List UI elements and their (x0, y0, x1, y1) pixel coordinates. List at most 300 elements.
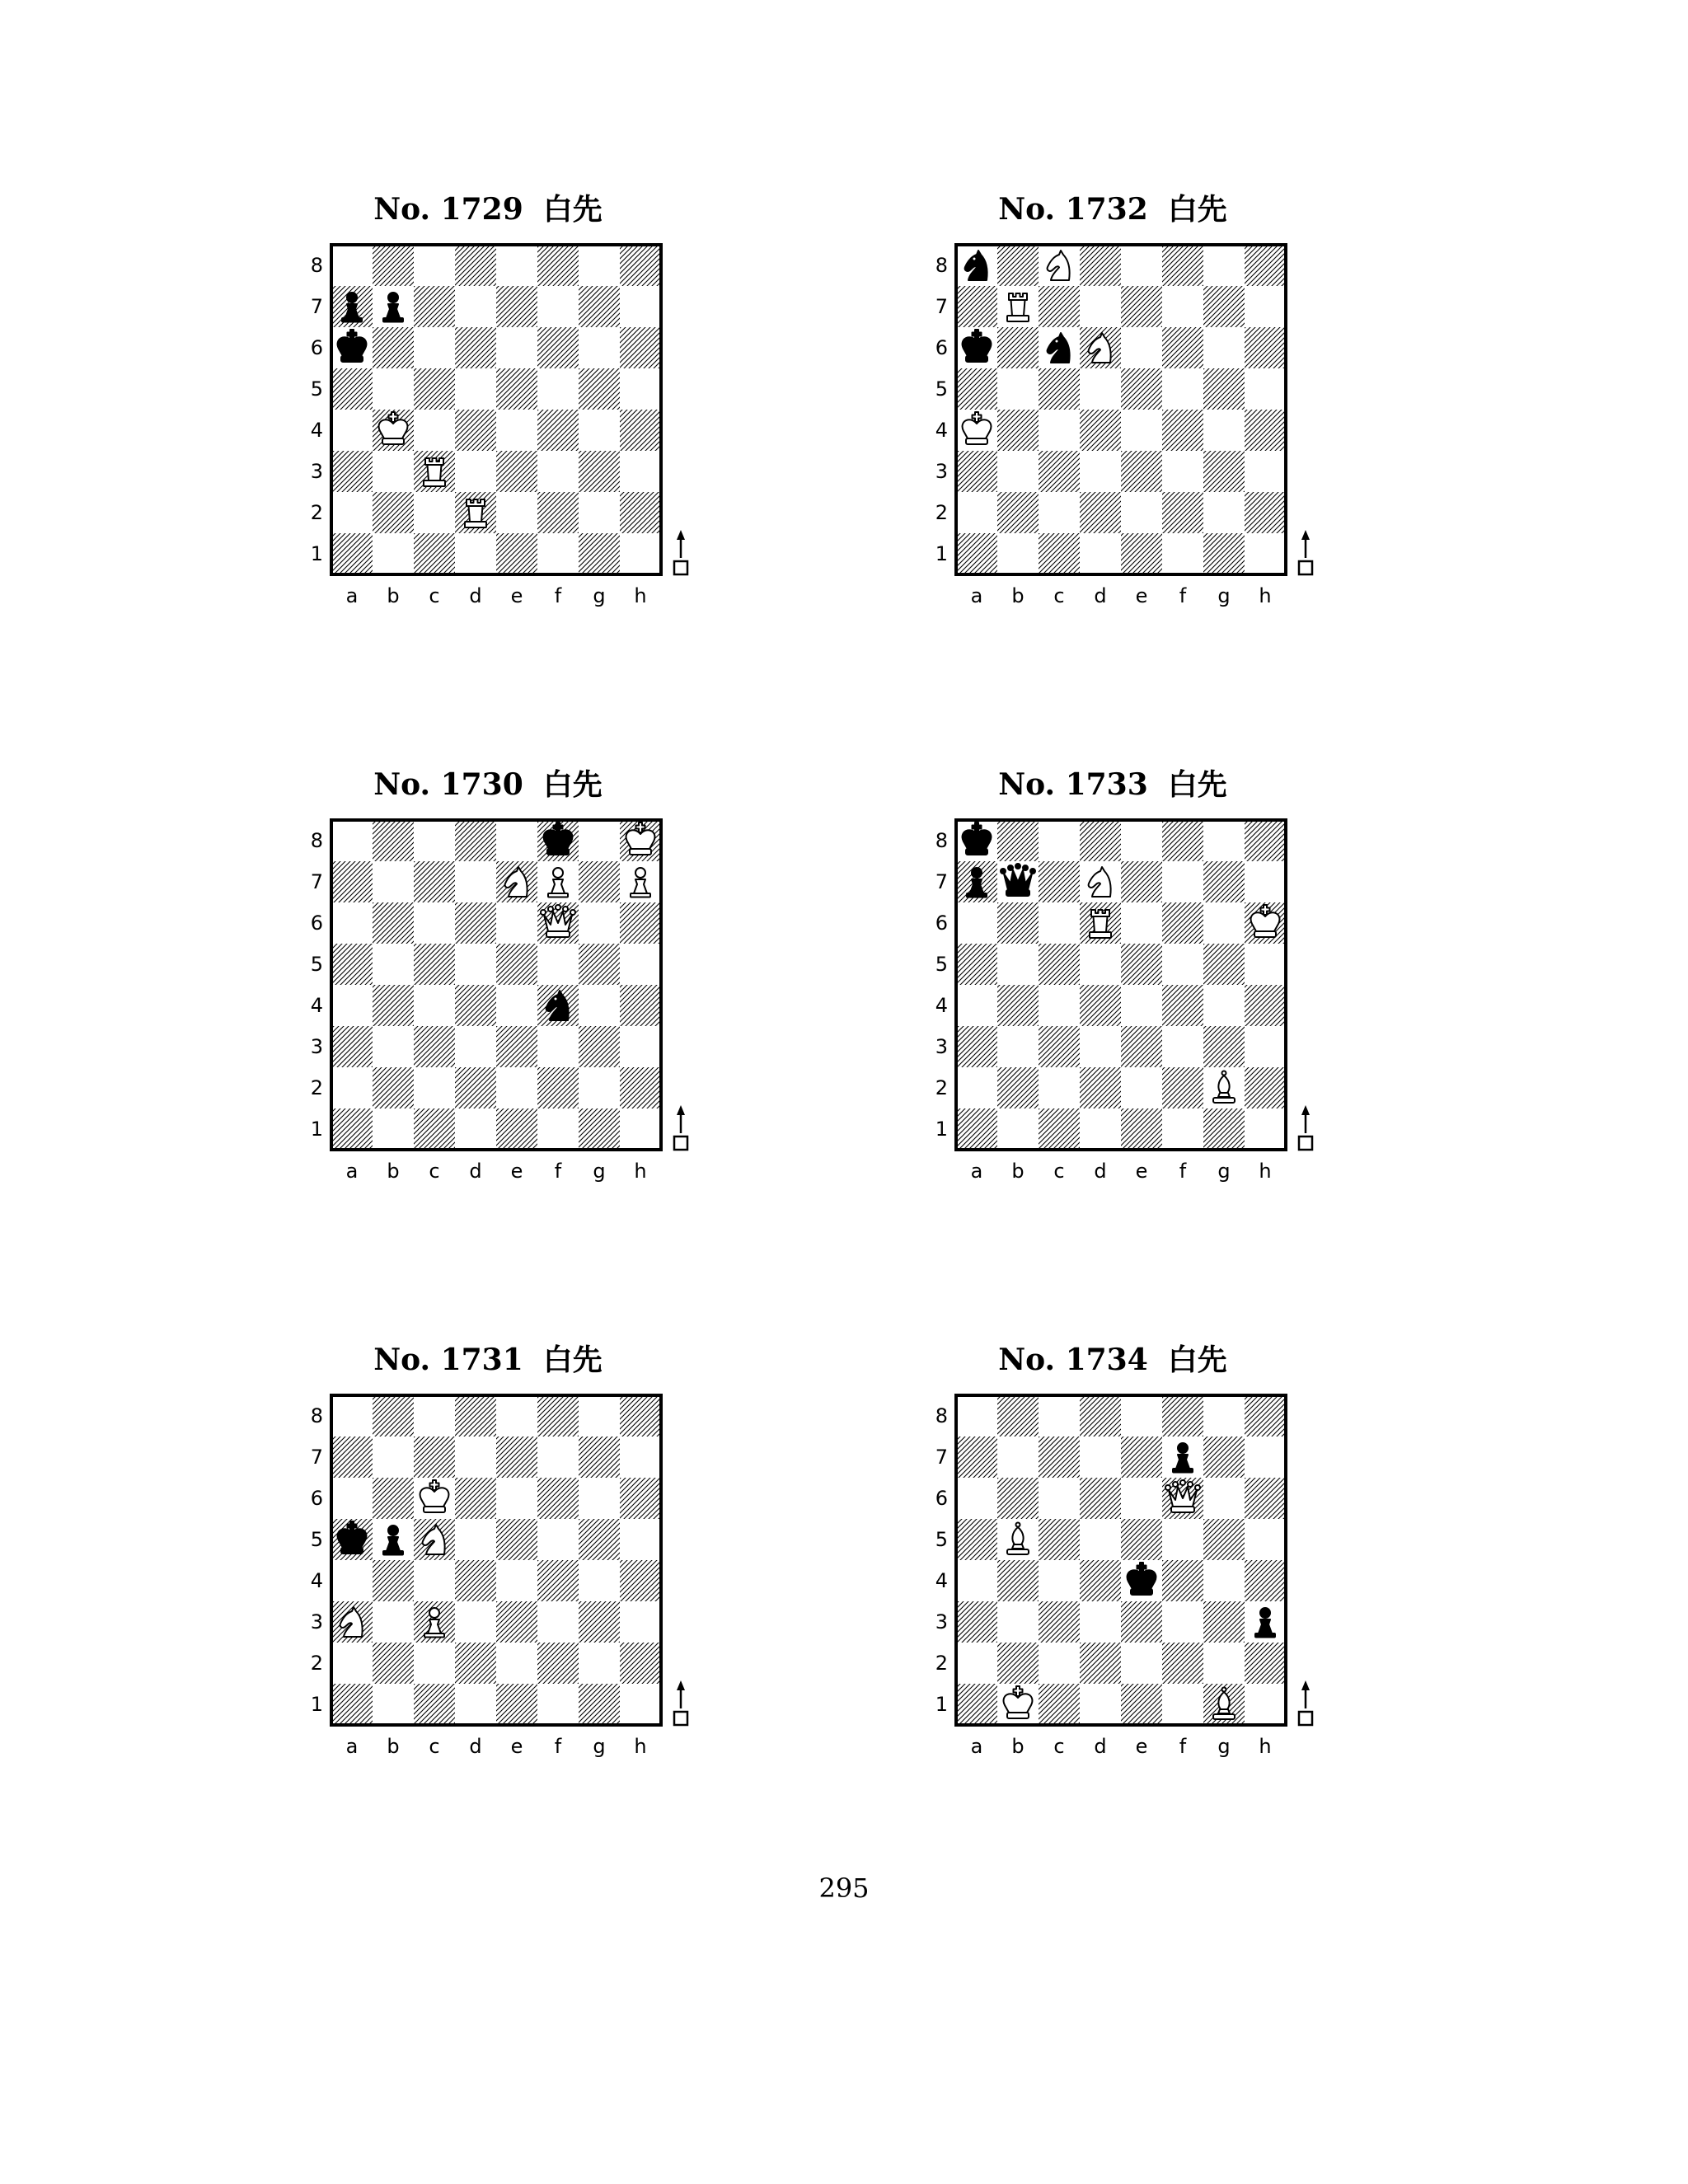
rank-label: 2 (935, 501, 948, 524)
plain-square (1121, 1395, 1162, 1436)
puzzle-title (257, 191, 719, 227)
hatched-square (414, 1108, 455, 1150)
hatched-square (1121, 1519, 1162, 1560)
plain-square (956, 1067, 997, 1108)
plain-square (537, 1601, 579, 1643)
plain-square (1245, 451, 1286, 492)
rank-label: 6 (935, 336, 948, 359)
plain-square (1203, 1395, 1245, 1436)
side-to-move-label: 白先 (542, 192, 603, 227)
plain-square (455, 451, 496, 492)
file-label: g (1217, 1735, 1231, 1758)
plain-square (620, 451, 661, 492)
plain-square (1039, 1067, 1080, 1108)
hatched-square (496, 1601, 537, 1643)
hatched-square (620, 985, 661, 1026)
hatched-square (997, 492, 1039, 533)
rank-label: 8 (310, 1404, 323, 1427)
hatched-square (1121, 451, 1162, 492)
hatched-square (1121, 533, 1162, 574)
plain-square (331, 492, 373, 533)
hatched-square (1203, 533, 1245, 574)
rank-label: 5 (935, 377, 948, 401)
plain-square (1203, 902, 1245, 944)
hatched-square (1039, 368, 1080, 410)
rank-label: 7 (310, 870, 323, 893)
plain-square (331, 1478, 373, 1519)
rank-label: 1 (310, 1693, 323, 1716)
hatched-square (414, 1684, 455, 1725)
plain-square (620, 533, 661, 574)
rank-label: 3 (310, 1610, 323, 1633)
plain-square (620, 368, 661, 410)
plain-square (1162, 286, 1203, 327)
file-label: c (429, 1735, 440, 1758)
hatched-square (1080, 1395, 1121, 1436)
file-label: d (469, 584, 482, 607)
rank-label: 7 (935, 295, 948, 318)
hatched-square (455, 245, 496, 286)
puzzle-number: No. 1730 (373, 767, 523, 802)
plain-square (537, 1519, 579, 1560)
hatched-square (579, 1519, 620, 1560)
hatched-square (997, 1560, 1039, 1601)
file-label: f (1179, 1160, 1187, 1183)
hatched-square (373, 1478, 414, 1519)
hatched-square (1121, 1108, 1162, 1150)
hatched-square (620, 492, 661, 533)
hatched-square (496, 1519, 537, 1560)
plain-square (373, 1108, 414, 1150)
plain-square (373, 368, 414, 410)
plain-square (1245, 1684, 1286, 1725)
hatched-square (455, 1067, 496, 1108)
hatched-square (373, 985, 414, 1026)
plain-square (1162, 861, 1203, 902)
plain-square (537, 1684, 579, 1725)
puzzle-1731 (257, 1342, 719, 1803)
rank-label: 7 (310, 1446, 323, 1469)
plain-square (1039, 1560, 1080, 1601)
plain-square (1162, 533, 1203, 574)
plain-square (537, 1108, 579, 1150)
file-label: e (1135, 1735, 1148, 1758)
hatched-square (537, 1395, 579, 1436)
plain-square (455, 861, 496, 902)
plain-square (1080, 286, 1121, 327)
hatched-square (1121, 1684, 1162, 1725)
plain-square (1162, 368, 1203, 410)
rank-label: 1 (310, 1118, 323, 1141)
hatched-square (373, 902, 414, 944)
plain-square (1121, 492, 1162, 533)
hatched-square (537, 245, 579, 286)
plain-square (1245, 368, 1286, 410)
plain-square (1080, 1436, 1121, 1478)
plain-square (1121, 327, 1162, 368)
hatched-square (1245, 492, 1286, 533)
file-label: b (387, 1160, 400, 1183)
plain-square (1121, 820, 1162, 861)
rank-label: 8 (935, 829, 948, 852)
plain-square (956, 492, 997, 533)
plain-square (1162, 1108, 1203, 1150)
puzzle-title (257, 766, 719, 803)
hatched-square (579, 1601, 620, 1643)
hatched-square (1080, 492, 1121, 533)
plain-square (414, 1067, 455, 1108)
plain-square (331, 1395, 373, 1436)
file-label: a (345, 584, 359, 607)
hatched-square (414, 533, 455, 574)
rank-label: 4 (310, 994, 323, 1017)
hatched-square (1080, 410, 1121, 451)
hatched-square (455, 1395, 496, 1436)
hatched-square (620, 1395, 661, 1436)
hatched-square (1080, 1643, 1121, 1684)
file-label: g (1217, 1160, 1231, 1183)
plain-square (997, 1026, 1039, 1067)
file-label: h (634, 584, 647, 607)
board-squares (956, 1395, 1286, 1725)
hatched-square (1162, 902, 1203, 944)
plain-square (331, 1643, 373, 1684)
plain-square (496, 902, 537, 944)
hatched-square (1162, 1067, 1203, 1108)
plain-square (373, 1436, 414, 1478)
plain-square (414, 245, 455, 286)
puzzle-1734 (882, 1342, 1343, 1803)
hatched-square (414, 1436, 455, 1478)
rank-label: 6 (310, 912, 323, 935)
plain-square (1039, 1395, 1080, 1436)
hatched-square (414, 286, 455, 327)
plain-square (414, 820, 455, 861)
plain-square (1245, 1519, 1286, 1560)
hatched-square (1245, 1478, 1286, 1519)
rank-label: 5 (310, 377, 323, 401)
plain-square (1121, 985, 1162, 1026)
side-to-move-label: 白先 (542, 767, 603, 802)
plain-square (455, 1026, 496, 1067)
hatched-square (496, 1684, 537, 1725)
hatched-square (537, 327, 579, 368)
file-label: a (345, 1160, 359, 1183)
plain-square (496, 1395, 537, 1436)
plain-square (620, 1601, 661, 1643)
hatched-square (331, 451, 373, 492)
plain-square (455, 1108, 496, 1150)
plain-square (1203, 245, 1245, 286)
hatched-square (455, 820, 496, 861)
plain-square (620, 1108, 661, 1150)
rank-label: 4 (935, 419, 948, 442)
plain-square (414, 902, 455, 944)
file-label: a (345, 1735, 359, 1758)
chess-diagram (882, 241, 1343, 636)
hatched-square (1245, 410, 1286, 451)
hatched-square (956, 1519, 997, 1560)
hatched-square (1080, 820, 1121, 861)
hatched-square (579, 451, 620, 492)
puzzle-title (257, 1342, 719, 1378)
hatched-square (331, 1108, 373, 1150)
plain-square (956, 902, 997, 944)
hatched-square (331, 533, 373, 574)
hatched-square (579, 533, 620, 574)
hatched-square (620, 1478, 661, 1519)
rank-label: 8 (310, 254, 323, 277)
file-label: c (429, 584, 440, 607)
file-label: e (1135, 584, 1148, 607)
plain-square (1245, 286, 1286, 327)
file-label: h (634, 1160, 647, 1183)
plain-square (997, 1601, 1039, 1643)
plain-square (331, 410, 373, 451)
rank-label: 2 (310, 1076, 323, 1099)
hatched-square (1039, 1601, 1080, 1643)
plain-square (455, 1436, 496, 1478)
file-label: a (970, 1160, 983, 1183)
plain-square (579, 1478, 620, 1519)
plain-square (579, 327, 620, 368)
chess-diagram (257, 816, 719, 1212)
plain-square (579, 245, 620, 286)
hatched-square (1162, 1395, 1203, 1436)
rank-label: 1 (310, 542, 323, 565)
board-squares (956, 245, 1286, 574)
hatched-square (331, 1684, 373, 1725)
rank-label: 1 (935, 542, 948, 565)
hatched-square (997, 820, 1039, 861)
hatched-square (496, 451, 537, 492)
plain-square (496, 327, 537, 368)
file-label: h (1259, 1160, 1272, 1183)
hatched-square (1162, 492, 1203, 533)
hatched-square (455, 985, 496, 1026)
file-label: d (469, 1160, 482, 1183)
plain-square (620, 1684, 661, 1725)
puzzle-title (882, 191, 1343, 227)
plain-square (1080, 451, 1121, 492)
rank-label: 7 (935, 1446, 948, 1469)
plain-square (1245, 861, 1286, 902)
plain-square (1162, 1684, 1203, 1725)
plain-square (579, 410, 620, 451)
file-label: c (1053, 584, 1065, 607)
plain-square (331, 245, 373, 286)
hatched-square (1162, 985, 1203, 1026)
hatched-square (496, 1026, 537, 1067)
hatched-square (1039, 944, 1080, 985)
hatched-square (1039, 1519, 1080, 1560)
plain-square (1203, 985, 1245, 1026)
file-label: d (1094, 1735, 1107, 1758)
plain-square (1245, 1108, 1286, 1150)
rank-label: 1 (935, 1118, 948, 1141)
hatched-square (956, 1684, 997, 1725)
hatched-square (997, 1643, 1039, 1684)
chess-diagram (257, 241, 719, 636)
hatched-square (537, 492, 579, 533)
file-label: c (429, 1160, 440, 1183)
plain-square (455, 286, 496, 327)
plain-square (579, 492, 620, 533)
hatched-square (373, 1643, 414, 1684)
plain-square (496, 410, 537, 451)
hatched-square (579, 368, 620, 410)
hatched-square (1245, 820, 1286, 861)
plain-square (414, 492, 455, 533)
plain-square (331, 820, 373, 861)
hatched-square (1203, 1519, 1245, 1560)
plain-square (1080, 1601, 1121, 1643)
plain-square (997, 451, 1039, 492)
plain-square (579, 1643, 620, 1684)
upward-arrow-with-square-icon (674, 530, 687, 574)
rank-label: 6 (935, 1487, 948, 1510)
hatched-square (1162, 1643, 1203, 1684)
plain-square (956, 985, 997, 1026)
plain-square (1080, 368, 1121, 410)
plain-square (1162, 451, 1203, 492)
file-label: g (1217, 584, 1231, 607)
puzzle-1730 (257, 766, 719, 1228)
hatched-square (1245, 1643, 1286, 1684)
plain-square (1245, 1026, 1286, 1067)
hatched-square (331, 944, 373, 985)
file-label: b (387, 584, 400, 607)
board-squares (331, 1395, 661, 1725)
rank-label: 1 (935, 1693, 948, 1716)
hatched-square (579, 1026, 620, 1067)
file-label: a (970, 584, 983, 607)
rank-label: 4 (310, 1569, 323, 1592)
hatched-square (620, 327, 661, 368)
plain-square (1203, 1478, 1245, 1519)
plain-square (537, 1436, 579, 1478)
plain-square (1039, 1478, 1080, 1519)
hatched-square (1121, 1601, 1162, 1643)
hatched-square (620, 902, 661, 944)
plain-square (1080, 1519, 1121, 1560)
side-to-move-label: 白先 (1167, 767, 1227, 802)
file-label: b (1011, 1160, 1025, 1183)
hatched-square (579, 1436, 620, 1478)
rank-label: 6 (935, 912, 948, 935)
plain-square (1162, 944, 1203, 985)
plain-square (414, 985, 455, 1026)
plain-square (579, 1560, 620, 1601)
upward-arrow-with-square-icon (1299, 1105, 1312, 1150)
hatched-square (496, 286, 537, 327)
rank-label: 6 (310, 336, 323, 359)
hatched-square (1162, 410, 1203, 451)
hatched-square (414, 861, 455, 902)
plain-square (1080, 1684, 1121, 1725)
hatched-square (997, 245, 1039, 286)
hatched-square (331, 1436, 373, 1478)
plain-square (455, 368, 496, 410)
hatched-square (1203, 451, 1245, 492)
rank-label: 7 (310, 295, 323, 318)
rank-label: 2 (935, 1652, 948, 1675)
hatched-square (956, 944, 997, 985)
rank-label: 3 (935, 1610, 948, 1633)
puzzle-1733 (882, 766, 1343, 1228)
hatched-square (1203, 861, 1245, 902)
hatched-square (956, 1026, 997, 1067)
plain-square (455, 944, 496, 985)
chess-diagram (882, 816, 1343, 1212)
plain-square (455, 1519, 496, 1560)
plain-square (997, 1108, 1039, 1150)
plain-square (956, 1643, 997, 1684)
plain-square (1121, 245, 1162, 286)
plain-square (1039, 492, 1080, 533)
plain-square (496, 820, 537, 861)
plain-square (537, 451, 579, 492)
hatched-square (1039, 1436, 1080, 1478)
hatched-square (997, 327, 1039, 368)
hatched-square (620, 1067, 661, 1108)
hatched-square (496, 368, 537, 410)
hatched-square (956, 1108, 997, 1150)
file-label: c (1053, 1160, 1065, 1183)
hatched-square (956, 286, 997, 327)
file-label: e (510, 1160, 523, 1183)
hatched-square (1080, 1560, 1121, 1601)
file-label: g (593, 1160, 606, 1183)
rank-label: 2 (310, 501, 323, 524)
plain-square (1039, 1643, 1080, 1684)
plain-square (1080, 1108, 1121, 1150)
hatched-square (373, 1067, 414, 1108)
hatched-square (537, 1067, 579, 1108)
hatched-square (1121, 944, 1162, 985)
rank-label: 8 (935, 1404, 948, 1427)
plain-square (496, 1560, 537, 1601)
hatched-square (1080, 245, 1121, 286)
plain-square (997, 533, 1039, 574)
plain-square (620, 1026, 661, 1067)
plain-square (579, 902, 620, 944)
upward-arrow-with-square-icon (1299, 1680, 1312, 1725)
puzzle-1732 (882, 191, 1343, 653)
hatched-square (1039, 1026, 1080, 1067)
plain-square (373, 533, 414, 574)
hatched-square (1203, 1108, 1245, 1150)
hatched-square (331, 861, 373, 902)
hatched-square (496, 533, 537, 574)
file-label: h (634, 1735, 647, 1758)
hatched-square (1121, 1436, 1162, 1478)
file-label: f (1179, 1735, 1187, 1758)
hatched-square (1080, 985, 1121, 1026)
puzzle-number: No. 1732 (998, 192, 1148, 227)
file-label: d (469, 1735, 482, 1758)
plain-square (537, 533, 579, 574)
hatched-square (455, 902, 496, 944)
plain-square (1121, 902, 1162, 944)
chess-diagram (257, 1391, 719, 1787)
rank-label: 2 (310, 1652, 323, 1675)
hatched-square (579, 944, 620, 985)
file-label: c (1053, 1735, 1065, 1758)
hatched-square (997, 1478, 1039, 1519)
plain-square (956, 1395, 997, 1436)
plain-square (1121, 410, 1162, 451)
